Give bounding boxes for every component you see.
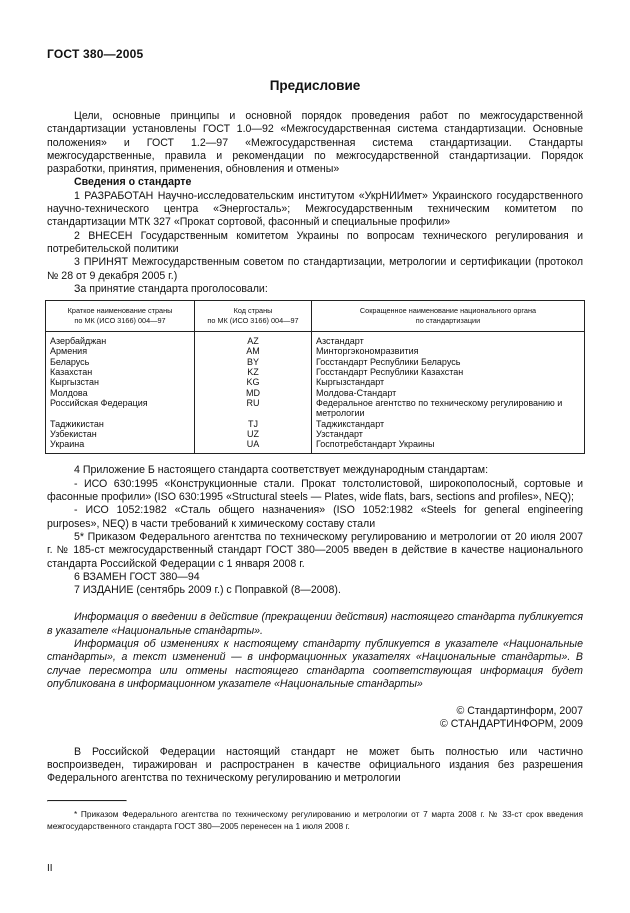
cell-code: UZ (195, 429, 312, 439)
cell-org: Таджикстандарт (312, 419, 585, 429)
cell-code: BY (195, 357, 312, 367)
table-row (46, 429, 585, 439)
cell-code: TJ (195, 419, 312, 429)
intro-paragraph: Цели, основные принципы и основной порядок проведения работ по межгосударственной стандартизации установлены ГОСТ 1.0—92 «Межгосударственная система стандартизации. Основные положения» и ГОСТ 1.2—97 «Межгосударственная система стандартизации. Стандарты межгосударственные, правила и рекомендации по межгосударственной стандартизации. Порядок разработки, принятия, применения, обновления и отмены» (47, 110, 583, 176)
item-6: 6 ВЗАМЕН ГОСТ 380—94 (74, 570, 200, 583)
table-row (46, 419, 585, 429)
cell-country: Беларусь (50, 356, 90, 367)
cell-country: Армения (50, 346, 88, 357)
cell-code: UA (195, 439, 312, 454)
cell-code: AM (195, 346, 312, 356)
item-4b: - ИСО 1052:1982 «Сталь общего назначения» (ISO 1052:1982 «Steels for general engineering purposes», NEQ) в части требований к химическому составу стали (47, 504, 583, 530)
table-row (46, 388, 585, 398)
cell-country: Украина (50, 439, 85, 450)
table-row (46, 357, 585, 367)
item-1: 1 РАЗРАБОТАН Научно-исследовательским институтом «УкрНИИмет» Украинского государственного научно-технического центра «Энергосталь»; Межгосударственным техническим комитетом по стандартизации МТК 327 «Прокат сортовой, фасонный и специальные профили» (47, 189, 583, 229)
cell-code: MD (195, 388, 312, 398)
cell-country: Казахстан (50, 367, 93, 378)
doc-code-header: ГОСТ 380—2005 (47, 47, 144, 61)
page-title: Предисловие (269, 78, 361, 93)
about-heading: Сведения о стандарте (74, 176, 192, 189)
cell-country: Таджикистан (50, 418, 104, 429)
footnote: * Приказом Федерального агентства по техническому регулированию и метрологии от 7 марта 2008 г. № 33-ст срок введения межгосударственного стандарта ГОСТ 380—2005 перенесен на 1 июля 2008 г. (47, 808, 583, 831)
cell-code: KG (195, 377, 312, 387)
intro-section (47, 110, 583, 832)
item-7: 7 ИЗДАНИЕ (сентябрь 2009 г.) с Поправкой (8—2008). (74, 584, 341, 597)
table-row (46, 332, 585, 347)
cell-country: Российская Федерация (50, 397, 148, 408)
cell-country: Азербайджан (50, 336, 107, 347)
table-row (46, 367, 585, 377)
cell-code: RU (195, 398, 312, 419)
item-2: 2 ВНЕСЕН Государственным комитетом Украины по вопросам технического регулирования и потребительской политики (47, 229, 583, 255)
cell-country: Кыргызстан (50, 377, 99, 388)
cell-country: Молдова (50, 387, 88, 398)
cell-org: Госстандарт Республики Беларусь (312, 357, 585, 367)
rights-notice: В Российской Федерации настоящий стандарт не может быть полностью или частично воспроизведен, тиражирован и распространен в качестве официального издания без разрешения Федерального агентства по техническому регулированию и метрологии (47, 745, 583, 785)
cell-org: Азстандарт (312, 332, 585, 347)
col-country-header: Краткое наименование страны по МК (ИСО 3166) 004—97 (46, 301, 195, 332)
table-row (46, 398, 585, 419)
info-paragraph-1: Информация о введении в действие (прекращении действия) настоящего стандарта публикуется в указателе «Национальные стандарты». (47, 611, 583, 637)
copyright-1: © Стандартинформ, 2007 (456, 705, 583, 718)
item-5: 5* Приказом Федерального агентства по техническому регулированию и метрологии от 20 июля 2007 г. № 185-ст межгосударственный стандарт ГОСТ 380—2005 введен в действие в качестве национального стандарта Российской Федерации с 1 января 2008 г. (47, 530, 583, 570)
footnote-divider (47, 800, 127, 802)
table-row (46, 377, 585, 387)
cell-code: AZ (195, 332, 312, 347)
voted-label: За принятие стандарта проголосовали: (74, 282, 268, 295)
countries-table (45, 300, 585, 454)
cell-org: Узстандарт (312, 429, 585, 439)
cell-code: KZ (195, 367, 312, 377)
cell-country: Узбекистан (50, 428, 97, 439)
cell-org: Госстандарт Республики Казахстан (312, 367, 585, 377)
cell-org: Молдова-Стандарт (312, 388, 585, 398)
cell-org: Кыргызстандарт (312, 377, 585, 387)
item-4a: - ИСО 630:1995 «Конструкционные стали. Прокат толстолистовой, широкополосный, сортовые и фасонные профили» (ISO 630:1995 «Structural steels — Plates, wide flats, bars, sections and profiles», NEQ); (47, 477, 583, 504)
page-number: II (47, 863, 53, 874)
cell-org: Минторгэкономразвития (312, 346, 585, 356)
table-row (46, 439, 585, 454)
table-row (46, 346, 585, 356)
info-paragraph-2: Информация об изменениях к настоящему стандарту публикуется в указателе «Национальные стандарты», а текст изменений — в информационных указателях «Национальные стандарты». В случае пересмотра или отмены настоящего стандарта соответствующая информация будет опубликована в информационном указателе «Национальные стандарты» (47, 637, 583, 690)
copyright-2: © СТАНДАРТИНФОРМ, 2009 (440, 718, 583, 731)
cell-org: Федеральное агентство по техническому регулированию и метрологии (312, 398, 585, 419)
item-3: 3 ПРИНЯТ Межгосударственным советом по стандартизации, метрологии и сертификации (протокол № 28 от 9 декабря 2005 г.) (47, 256, 583, 282)
col-org-header: Сокращенное наименование национального органа по стандартизации (312, 301, 585, 332)
col-code-header: Код страны по МК (ИСО 3166) 004—97 (195, 301, 312, 332)
item-4: 4 Приложение Б настоящего стандарта соответствует международным стандартам: (74, 464, 489, 477)
cell-org: Госпотребстандарт Украины (312, 439, 585, 454)
